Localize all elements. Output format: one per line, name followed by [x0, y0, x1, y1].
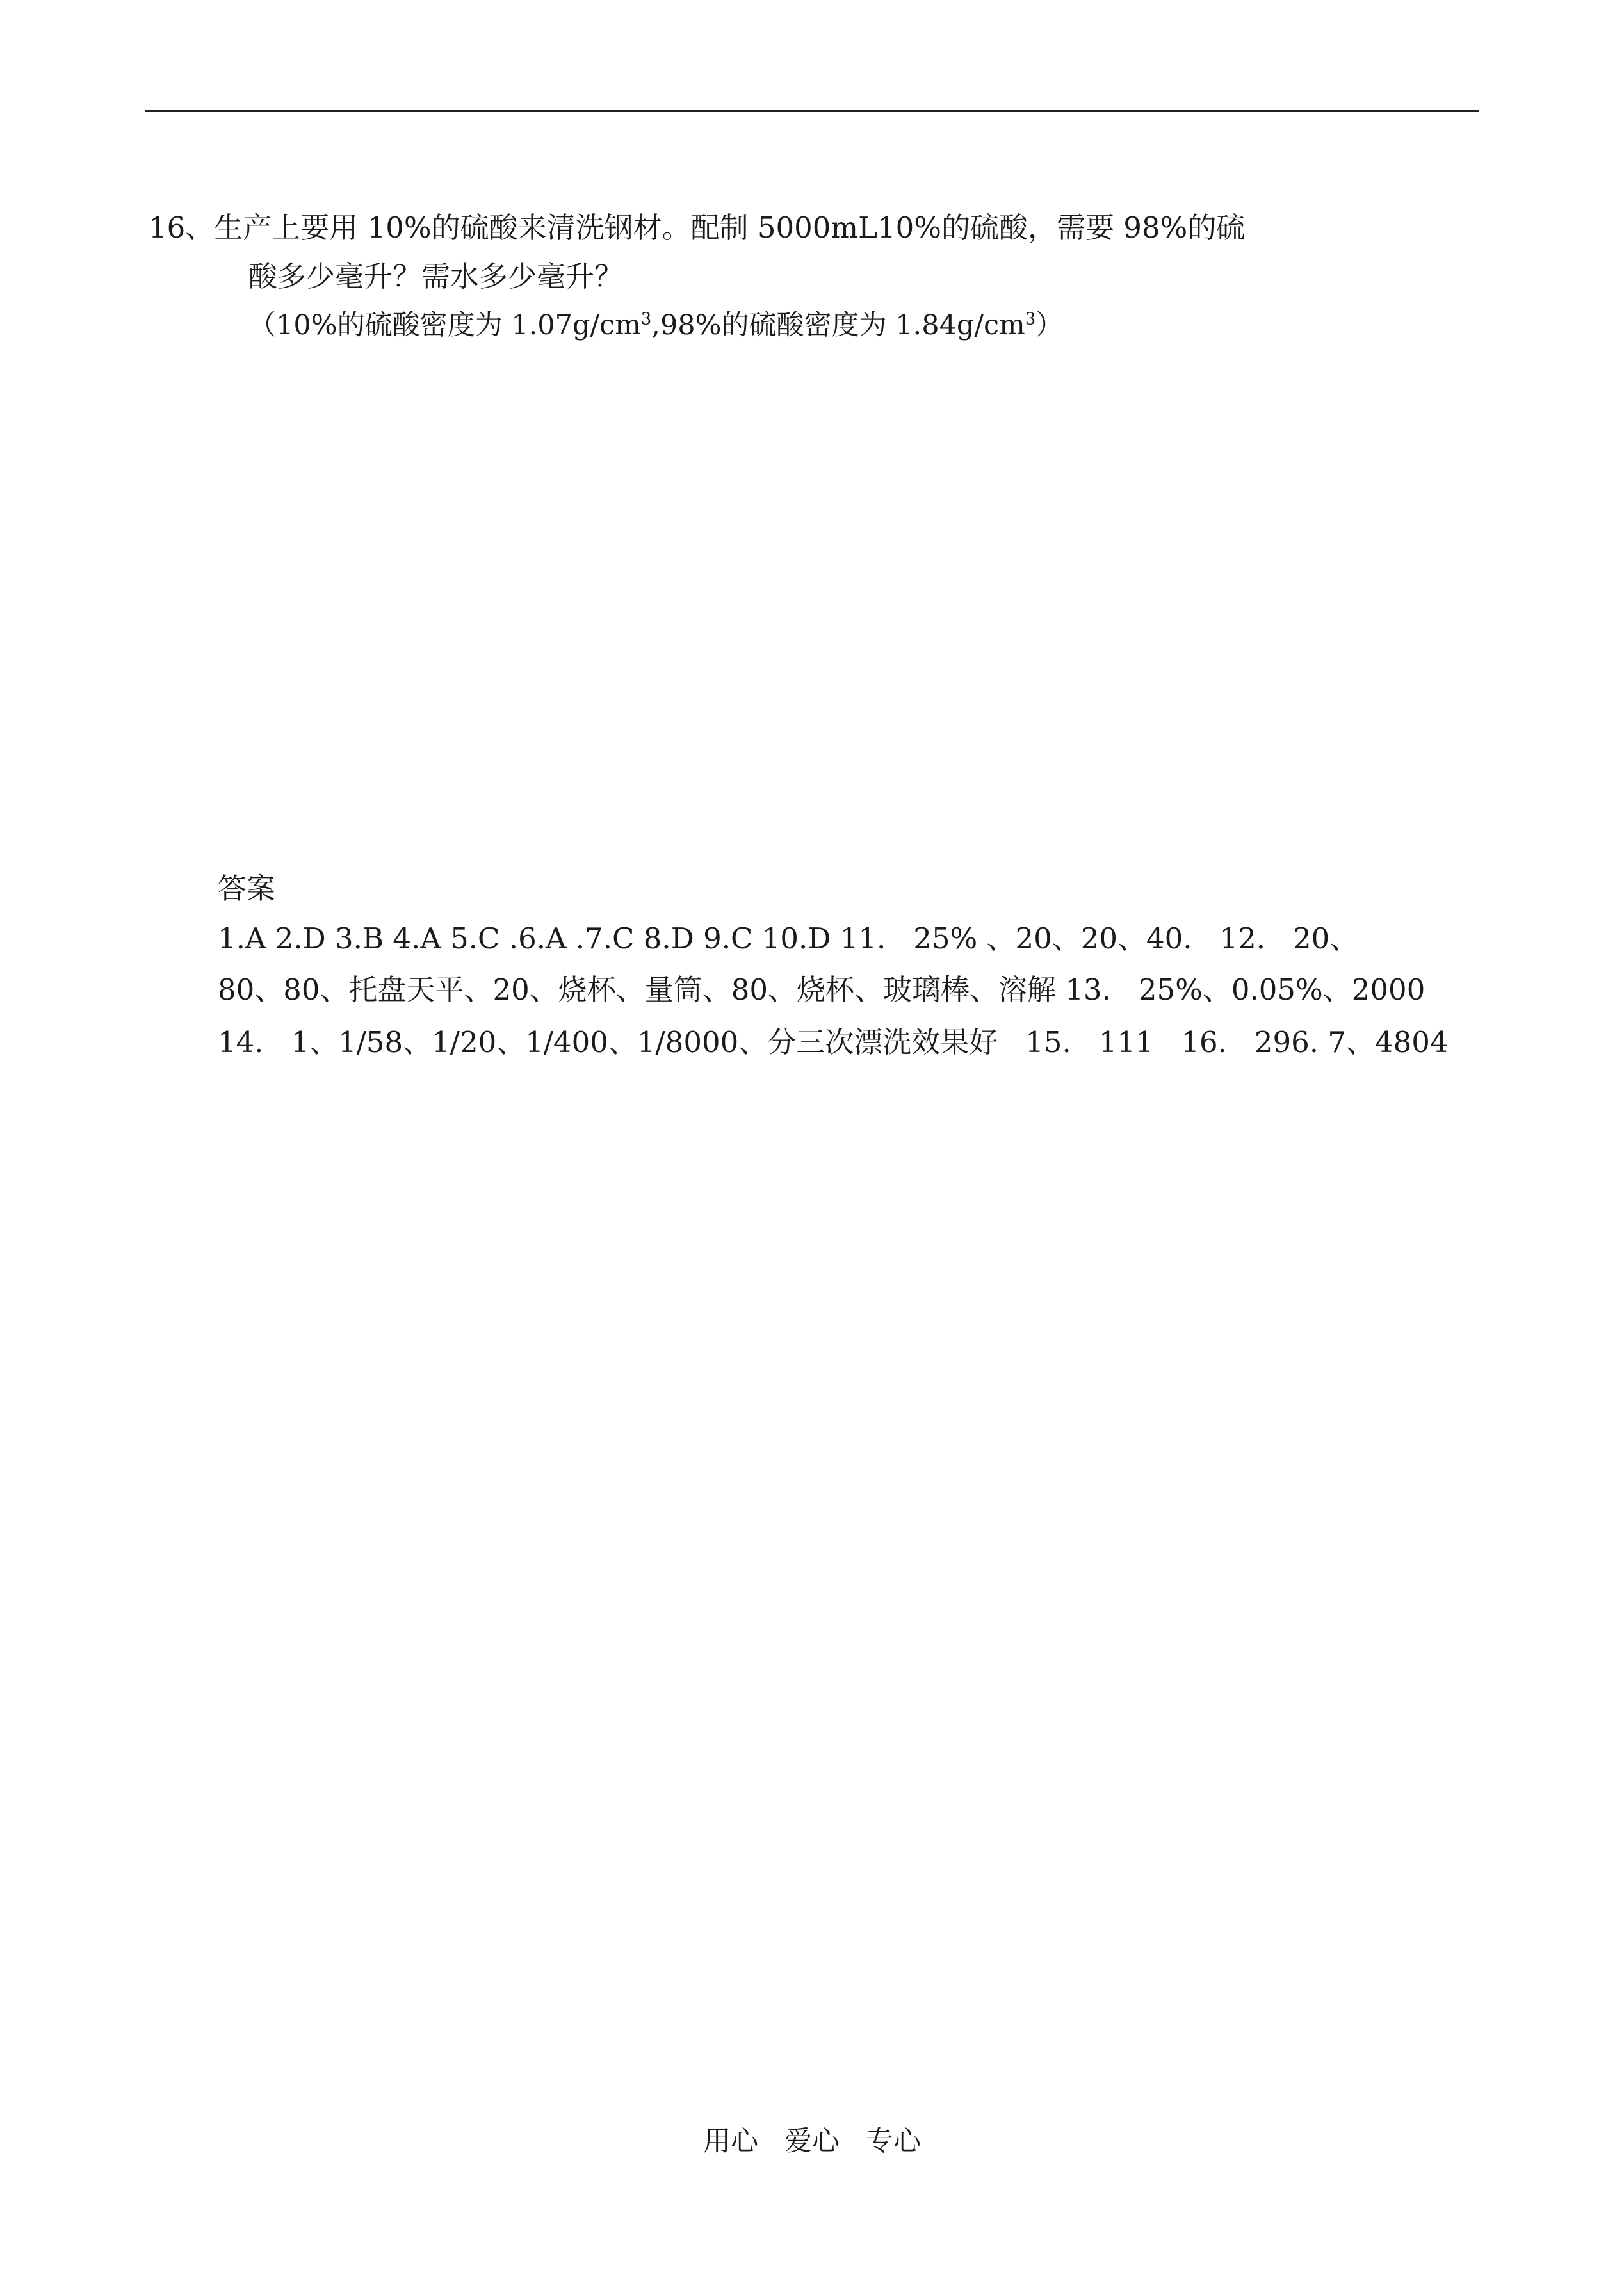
page-footer: 用心 爱心 专心	[702, 2125, 921, 2157]
header-rule	[145, 110, 1479, 112]
answers-line-3: 14. 1、1/58、1/20、1/400、1/8000、分三次漂洗效果好 15. 111 16. 296. 7、4804	[218, 1025, 1449, 1059]
answers-line-1: 1.A 2.D 3.B 4.A 5.C .6.A .7.C 8.D 9.C 10.D 11. 25% 、20、20、40. 12. 20、	[218, 921, 1359, 955]
superscript-3: 3	[640, 309, 652, 329]
density-note-part-1: （10%的硫酸密度为 1.07g/cm	[248, 309, 641, 341]
question-16-line-2: 酸多少毫升？需水多少毫升？	[248, 259, 624, 293]
question-16-line-1: 16、生产上要用 10%的硫酸来清洗钢材。配制 5000mL10%的硫酸，需要 98%的硫	[149, 211, 1246, 245]
density-note-part-3: ）	[1035, 309, 1064, 341]
density-note-part-2: ,98%的硫酸密度为 1.84g/cm	[651, 309, 1025, 341]
superscript-3: 3	[1025, 309, 1036, 329]
answers-title: 答案	[218, 872, 276, 905]
question-16-density-note	[248, 306, 1063, 345]
answers-line-2: 80、80、托盘天平、20、烧杯、量筒、80、烧杯、玻璃棒、溶解 13. 25%、0.05%、2000	[218, 973, 1425, 1007]
